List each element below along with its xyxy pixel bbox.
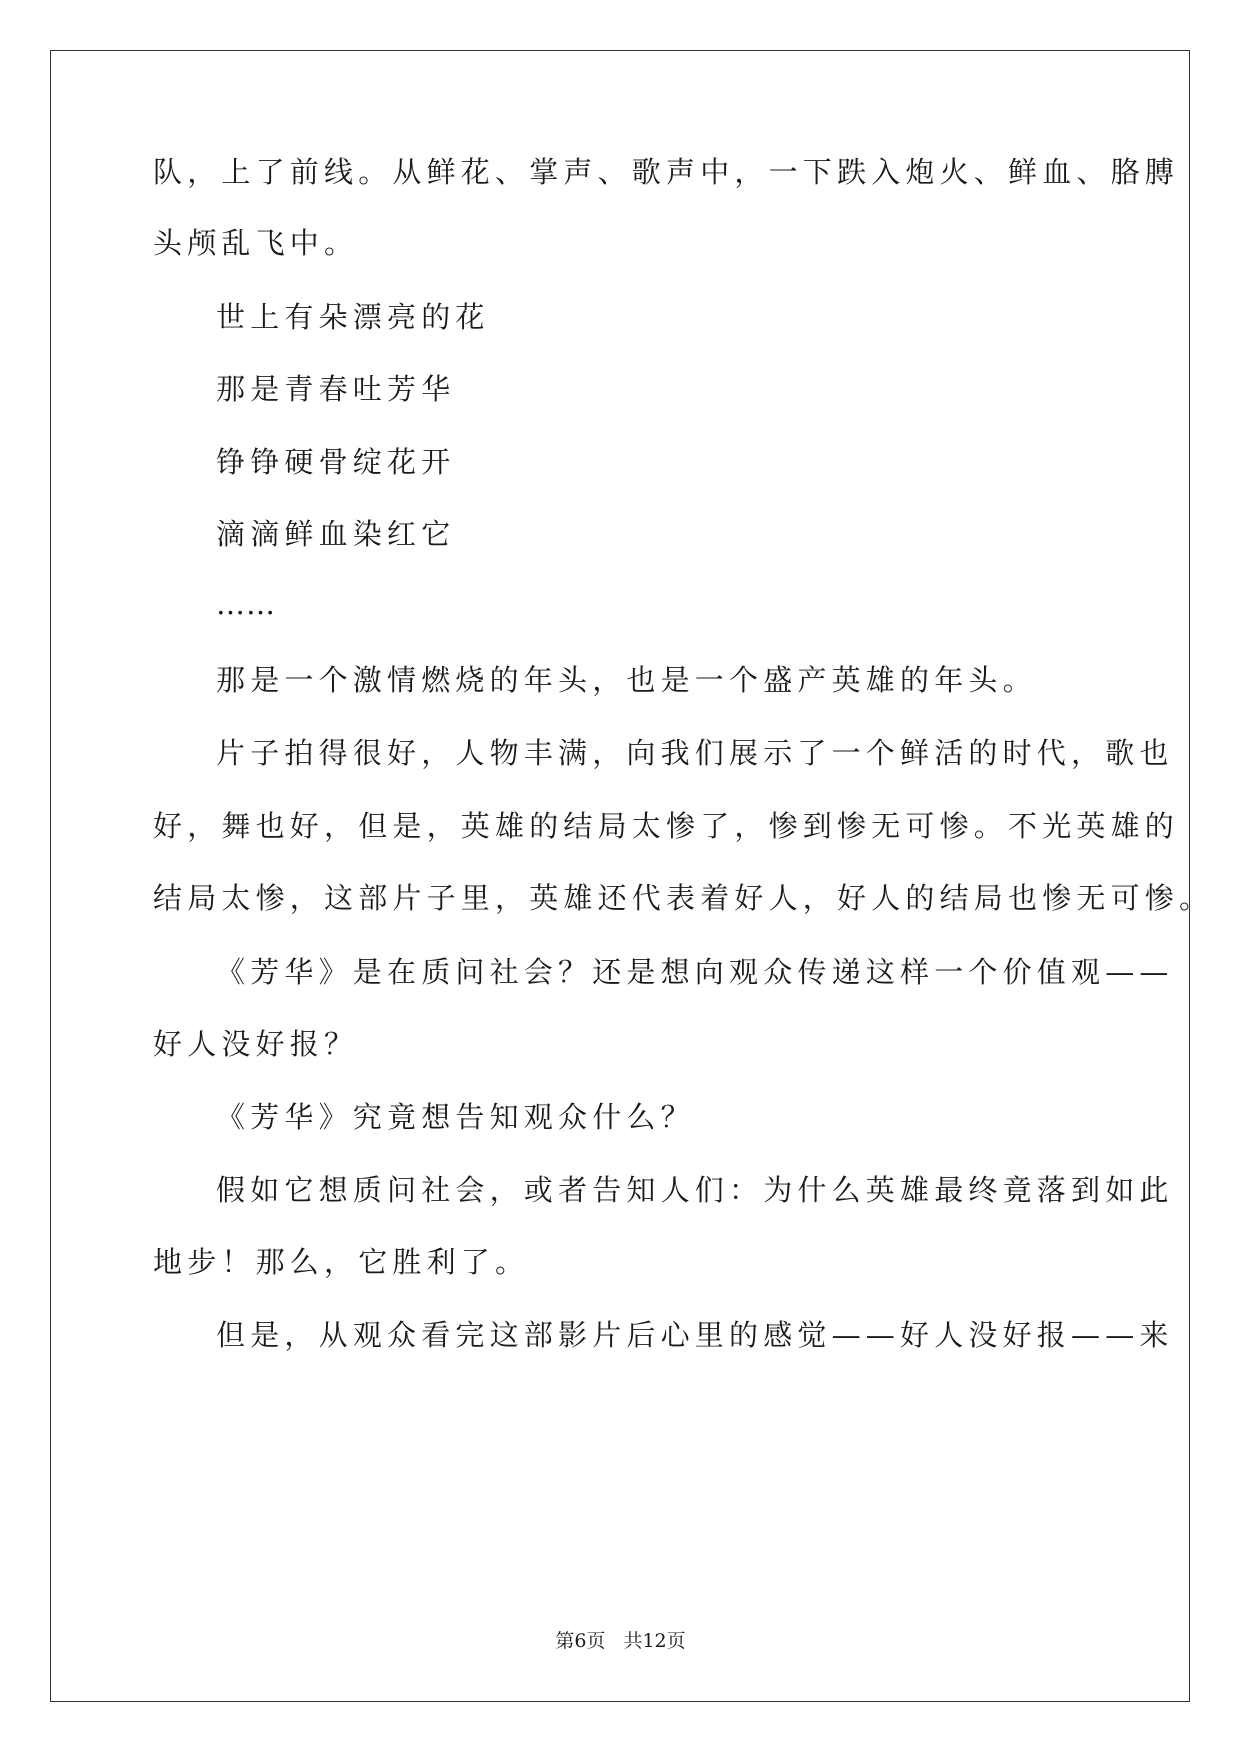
ellipsis-line: …… — [216, 587, 276, 621]
paragraph-line: 《芳华》究竟想告知观众什么？ — [216, 1100, 695, 1134]
paragraph-line: 但是，从观众看完这部影片后心里的感觉——好人没好报——来 — [216, 1318, 1174, 1352]
poem-line: 滴滴鲜血染红它 — [216, 517, 456, 551]
paragraph-line: 好人没好报？ — [153, 1027, 359, 1061]
paragraph-line: 好，舞也好，但是，英雄的结局太惨了，惨到惨无可惨。不光英雄的 — [153, 809, 1180, 843]
paragraph-line: 地步！那么，它胜利了。 — [153, 1245, 530, 1279]
page-number: 第6页 — [555, 1630, 606, 1652]
paragraph-line: 片子拍得很好，人物丰满，向我们展示了一个鲜活的时代，歌也 — [216, 736, 1174, 770]
paragraph-line: 结局太惨，这部片子里，英雄还代表着好人，好人的结局也惨无可惨。 — [153, 881, 1214, 915]
poem-line: 铮铮硬骨绽花开 — [216, 445, 456, 479]
poem-line: 那是青春吐芳华 — [216, 372, 456, 406]
paragraph-line: 队，上了前线。从鲜花、掌声、歌声中，一下跌入炮火、鲜血、胳膊 — [153, 155, 1180, 189]
paragraph-line: 《芳华》是在质问社会？还是想向观众传递这样一个价值观—— — [216, 955, 1174, 989]
paragraph-line: 假如它想质问社会，或者告知人们：为什么英雄最终竟落到如此 — [216, 1173, 1174, 1207]
paragraph-line: 那是一个激情燃烧的年头，也是一个盛产英雄的年头。 — [216, 663, 1037, 697]
page-footer — [0, 1628, 1241, 1654]
poem-line: 世上有朵漂亮的花 — [216, 300, 490, 334]
page-total: 共12页 — [623, 1630, 686, 1652]
paragraph-line: 头颅乱飞中。 — [153, 226, 359, 260]
